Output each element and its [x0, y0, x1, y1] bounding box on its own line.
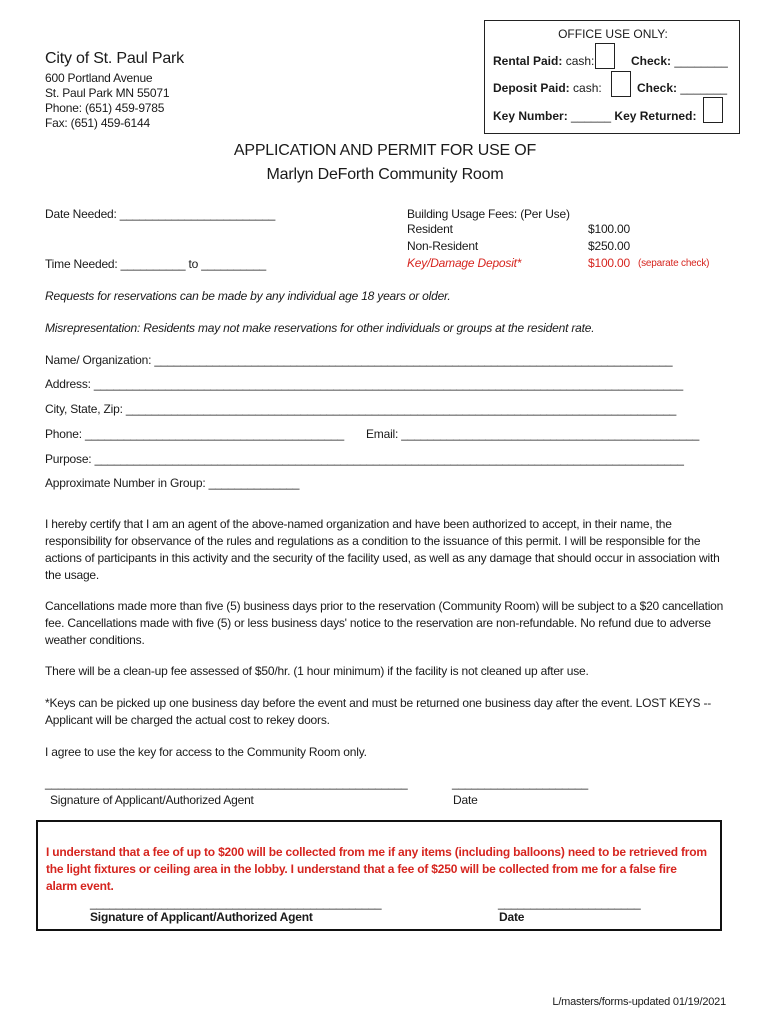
time-needed-field[interactable]: Time Needed: __________ to __________ [45, 257, 267, 271]
office-use-title: OFFICE USE ONLY: [558, 27, 668, 41]
fee-resident-label: Resident [407, 222, 453, 236]
date-line[interactable]: _____________________ [452, 776, 588, 790]
deposit-check-blank[interactable]: _______ [680, 81, 728, 95]
rental-cash-checkbox[interactable] [595, 43, 615, 69]
agreement-paragraph: I agree to use the key for access to the Community Room only. [45, 745, 367, 759]
deposit-check-row [637, 81, 727, 95]
name-organization-field[interactable]: Name/ Organization: ________________________________________________________________________________ [45, 353, 673, 367]
notice-date-label: Date [499, 910, 525, 924]
date-label: Date [453, 793, 478, 807]
fee-deposit-label: Key/Damage Deposit* [407, 256, 522, 270]
rental-check-blank[interactable]: ________ [674, 54, 728, 68]
rental-check-row [631, 54, 728, 68]
city-phone: Phone: (651) 459-9785 [45, 101, 165, 115]
deposit-paid-row [493, 81, 602, 95]
key-number-label: Key Number: [493, 109, 568, 123]
rental-paid-row [493, 54, 594, 68]
fee-nonresident-amount: $250.00 [588, 239, 630, 253]
phone-field[interactable]: Phone: ________________________________________ [45, 427, 344, 441]
key-returned-checkbox[interactable] [703, 97, 723, 123]
city-address-1: 600 Portland Avenue [45, 71, 153, 85]
key-number-blank[interactable]: ______ [571, 109, 612, 123]
notice-signature-label: Signature of Applicant/Authorized Agent [90, 910, 313, 924]
city-name: City of St. Paul Park [45, 50, 184, 67]
date-needed-field[interactable]: Date Needed: ________________________ [45, 207, 276, 221]
city-state-zip-field[interactable]: City, State, Zip: _____________________________________________________________________________________ [45, 402, 677, 416]
rental-paid-label: Rental Paid: [493, 54, 563, 68]
age-requirement-note: Requests for reservations can be made by any individual age 18 years or older. [45, 289, 451, 303]
rental-check-label: Check: [631, 54, 672, 68]
notice-date-line[interactable]: ______________________ [498, 896, 641, 910]
signature-line[interactable]: ________________________________________________________ [45, 776, 408, 790]
form-revision-footer: L/masters/forms-updated 01/19/2021 [552, 996, 726, 1008]
key-row [493, 109, 696, 123]
fee-deposit-amount: $100.00 [588, 256, 630, 270]
misrepresentation-note: Misrepresentation: Residents may not make reservations for other individuals or groups at the resident rate. [45, 321, 595, 335]
fee-deposit-note: (separate check) [638, 258, 710, 269]
city-fax: Fax: (651) 459-6144 [45, 116, 150, 130]
deposit-cash-checkbox[interactable] [611, 71, 631, 97]
page-subtitle: Marlyn DeForth Community Room [266, 166, 504, 183]
signature-label: Signature of Applicant/Authorized Agent [50, 793, 254, 807]
fee-nonresident-label: Non-Resident [407, 239, 478, 253]
city-address-2: St. Paul Park MN 55071 [45, 86, 170, 100]
certification-paragraph: I hereby certify that I am an agent of the above-named organization and have been authorized to accept, in their name, the responsibility for observance of the rules and regulations as a condition to the issuance of this permit. I will be responsible for the actions of participants in this activity and the security of the facility used, as well as any damage that should occur in association with the usage. [45, 517, 720, 582]
notice-signature-line[interactable]: _____________________________________________ [90, 896, 382, 910]
deposit-cash-label: cash: [573, 81, 602, 95]
office-use-box [484, 20, 740, 134]
fee-notice-box [36, 820, 722, 931]
cleanup-paragraph: There will be a clean-up fee assessed of $50/hr. (1 hour minimum) if the facility is not cleaned up after use. [45, 664, 589, 678]
deposit-paid-label: Deposit Paid: [493, 81, 570, 95]
keys-paragraph: *Keys can be picked up one business day before the event and must be returned one business day after the event. LOST KEYS -- Applicant will be charged the actual cost to rekey doors. [45, 696, 712, 727]
purpose-field[interactable]: Purpose: ___________________________________________________________________________________________ [45, 452, 684, 466]
page-title: APPLICATION AND PERMIT FOR USE OF [233, 142, 537, 159]
group-size-field[interactable]: Approximate Number in Group: ______________ [45, 476, 300, 490]
rental-cash-label: cash: [565, 54, 595, 68]
fees-header: Building Usage Fees: (Per Use) [407, 207, 570, 221]
fee-resident-amount: $100.00 [588, 222, 630, 236]
fee-notice-text: I understand that a fee of up to $200 will be collected from me if any items (including balloons) need to be retrieved from the light fixtures or ceiling area in the lobby. I understand that a fee of $250 will be collected from me for a false fire alarm event. [46, 845, 707, 893]
deposit-check-label: Check: [637, 81, 678, 95]
cancellation-paragraph: Cancellations made more than five (5) business days prior to the reservation (Community Room) will be subject to a $20 cancellation fee. Cancellations made with five (5) or less business days' notice to the reservation are non-refundable. No refund due to adverse weather conditions. [45, 599, 724, 647]
address-field[interactable]: Address: ___________________________________________________________________________________________ [45, 377, 684, 391]
email-field[interactable]: Email: ______________________________________________ [366, 427, 700, 441]
key-returned-label: Key Returned: [614, 109, 697, 123]
